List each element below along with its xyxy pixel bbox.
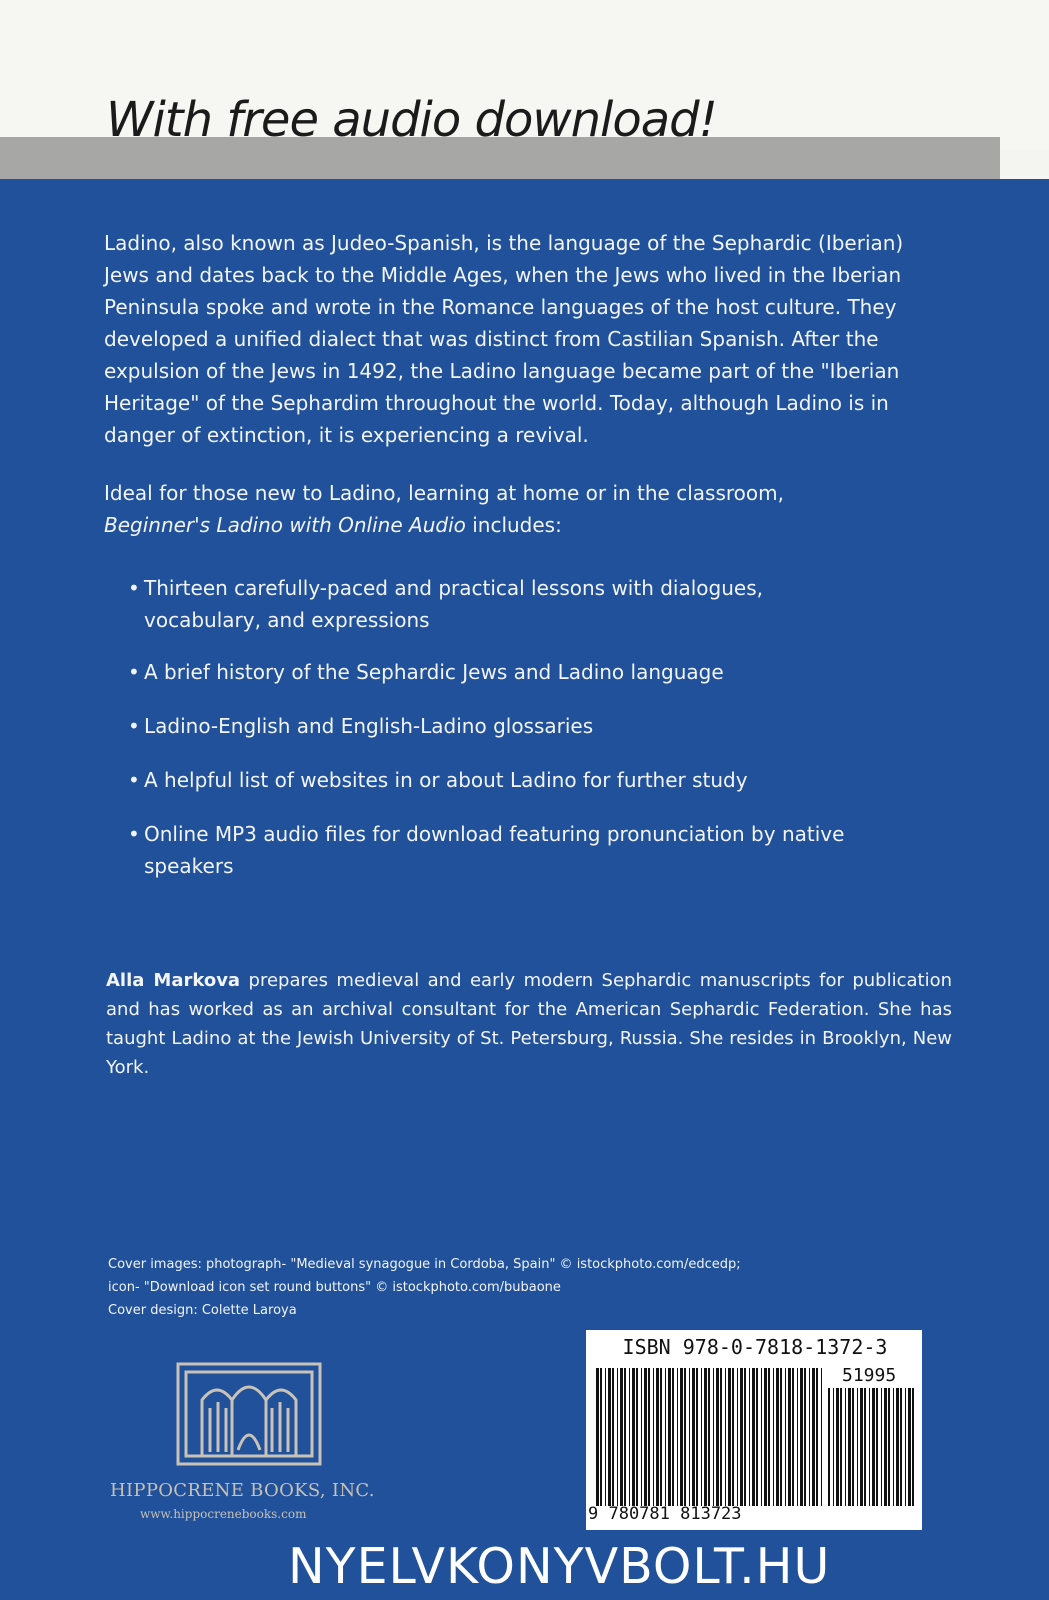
cover-credits: [108, 1253, 868, 1322]
intro-text: Ideal for those new to Ladino, learning at home or in the classroom,: [104, 481, 784, 505]
headline: With free audio download!: [106, 92, 717, 148]
credits-line: Cover images: photograph- "Medieval synagogue in Cordoba, Spain" © istockphoto.com/edcedp;: [108, 1257, 741, 1272]
intro-suffix: includes:: [465, 513, 562, 537]
list-item: • Online MP3 audio files for download featuring pronunciation by native speakers: [128, 818, 848, 882]
watermark-text: NYELVKONYVBOLT.HU: [288, 1538, 831, 1595]
book-title: Beginner's Ladino with Online Audio: [104, 513, 466, 537]
intro-paragraph: [104, 477, 950, 541]
author-bio: [106, 966, 952, 1082]
feature-list: [128, 572, 848, 882]
list-item: • A helpful list of websites in or about Ladino for further study: [128, 764, 848, 796]
list-item: • A brief history of the Sephardic Jews and Ladino language: [128, 656, 848, 688]
barcode-addon-bars: [826, 1388, 918, 1506]
credits-line: icon- "Download icon set round buttons" © istockphoto.com/bubaone: [108, 1280, 561, 1295]
isbn-text: ISBN 978-0-7818-1372-3: [622, 1335, 888, 1359]
price-code: 51995: [842, 1365, 897, 1386]
publisher-url: www.hippocrenebooks.com: [140, 1507, 307, 1521]
author-bio-text: prepares medieval and early modern Sephardic manuscripts for publication and has worked as an archival consultant for the American Sephardic Federation. She has taught Ladino at the Jewish University of St. Petersburg, Russia. She resides in Brooklyn, New York.: [106, 970, 953, 1078]
list-item: • Ladino-English and English-Ladino glossaries: [128, 710, 848, 742]
publisher-name: HIPPOCRENE BOOKS, INC.: [110, 1480, 375, 1501]
credits-line: Cover design: Colette Laroya: [108, 1303, 297, 1318]
barcode-bars: [594, 1368, 825, 1506]
publisher-logo-icon: [172, 1360, 326, 1468]
list-item: • Thirteen carefully-paced and practical lessons with dialogues, vocabulary, and expressions: [128, 572, 848, 636]
author-name: Alla Markova: [106, 970, 241, 991]
ean-digits: 9 780781 813723: [588, 1504, 742, 1524]
description-paragraph: Ladino, also known as Judeo-Spanish, is the language of the Sephardic (Iberian) Jews and dates back to the Middle Ages, when the Jews who lived in the Iberian Peninsula spoke and wrote in the Romance languages of the host culture. They developed a unified dialect that was distinct from Castilian Spanish. After the expulsion of the Jews in 1492, the Ladino language became part of the "Iberian Heritage" of the Sephardim throughout the world. Today, although Ladino is in danger of extinction, it is experiencing a revival.: [104, 231, 904, 447]
